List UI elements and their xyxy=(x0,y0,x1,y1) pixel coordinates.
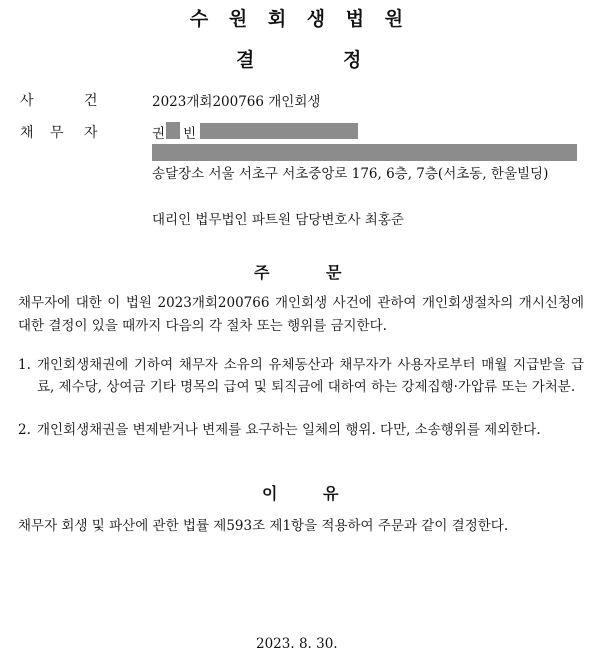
court-name: 수 원 회 생 법 원 xyxy=(189,8,411,30)
debtor-agent: 대리인 법무법인 파트원 담당변호사 최홍준 xyxy=(152,212,404,228)
order-heading-char-2: 문 xyxy=(326,263,342,282)
debtor-address: 송달장소 서울 서초구 서초중앙로 176, 6층, 7층(서초동, 한울빌딩) xyxy=(152,166,549,182)
debtor-name-last: 빈 xyxy=(183,126,197,142)
reason-heading-char-2: 유 xyxy=(323,484,339,503)
order-item xyxy=(0,354,600,424)
document-title-char-1: 결 xyxy=(236,49,255,71)
order-item-number: 2. xyxy=(18,422,31,438)
reason-heading-char-1: 이 xyxy=(262,484,278,503)
order-item-text: 개인회생채권에 기하여 채무자 소유의 유체동산과 채무자가 사용자로부터 매월 지급받을 급료, 제수당, 상여금 기타 명목의 급여 및 퇴직금에 대하여 하는 강제집행·가압류 또는 가처분. xyxy=(37,357,584,395)
debtor-label-char-3: 자 xyxy=(84,125,98,141)
debtor-label-char-2: 무 xyxy=(50,125,64,141)
order-item-number: 1. xyxy=(18,357,31,373)
redaction-box xyxy=(200,123,358,139)
case-label-char-1: 사 xyxy=(20,93,34,109)
debtor-name-first: 권 xyxy=(152,126,166,142)
reason-text: 채무자 회생 및 파산에 관한 법률 제593조 제1항을 적용하여 주문과 같이 결정한다. xyxy=(18,518,509,534)
case-number: 2023개회200766 개인회생 xyxy=(152,94,321,110)
redaction-box xyxy=(152,144,577,161)
order-intro: 채무자에 대한 이 법원 2023개회200766 개인회생 사건에 관하여 개인회생절차의 개시신청에 대한 결정이 있을 때까지 다음의 각 절차 또는 행위를 금지한다. xyxy=(18,295,584,334)
redaction-box xyxy=(166,122,180,139)
case-label-char-2: 건 xyxy=(84,93,98,109)
order-heading-char-1: 주 xyxy=(254,263,270,282)
order-item xyxy=(0,419,600,465)
decision-date: 2023. 8. 30. xyxy=(256,636,338,652)
order-item-text: 개인회생채권을 변제받거나 변제를 요구하는 일체의 행위. 다만, 소송행위를 제외한다. xyxy=(37,422,541,438)
document-title-char-2: 정 xyxy=(343,49,362,71)
debtor-label-char-1: 채 xyxy=(20,125,34,141)
